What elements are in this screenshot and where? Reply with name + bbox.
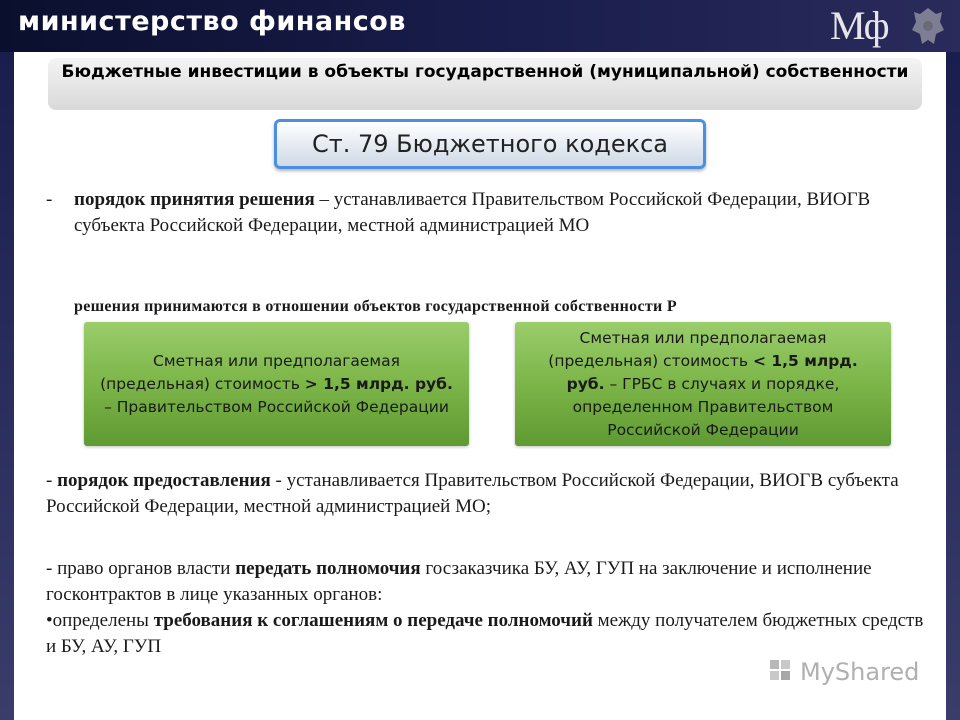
box-bold-text: > 1,5 млрд. руб. xyxy=(304,374,453,393)
item-bold-text: требования к соглашениям о передаче полномочий xyxy=(153,610,593,631)
box-text: – ГРБС в случаях и порядке, определенном Правительством Российской Федерации xyxy=(572,374,840,439)
item-text: •определены xyxy=(46,610,154,631)
ministry-title: министерство финансов xyxy=(18,6,406,37)
item-bold-text: порядок принятия решения xyxy=(74,189,315,210)
cost-below-threshold-box xyxy=(515,322,891,446)
logo-mark: Мф xyxy=(830,3,888,48)
myshared-logo-icon xyxy=(768,658,794,684)
item-text: между получателем бюджетных средств и БУ, АУ, ГУП xyxy=(46,610,924,657)
box-text: Сметная или предполагаемая (предельная) стоимость xyxy=(100,351,400,393)
cost-above-threshold-box xyxy=(84,322,469,446)
right-border xyxy=(946,52,960,720)
item-text: госзаказчика БУ, АУ, ГУП на заключение и исполнение госконтрактов в лице указанных органов: xyxy=(46,558,872,605)
left-border xyxy=(0,52,14,720)
box-bold-text: < 1,5 млрд. руб. xyxy=(566,351,858,393)
box-text: – Правительством Российской Федерации xyxy=(104,397,449,416)
item-text: - устанавливается Правительством Российской Федерации, ВИОГВ субъекта Российской Федерации, местной администрацией МО; xyxy=(46,470,899,517)
authority-transfer-items xyxy=(46,556,926,660)
watermark-text: MyShared xyxy=(800,658,920,686)
item-dash: - xyxy=(46,189,53,210)
box-text: Сметная или предполагаемая (предельная) стоимость xyxy=(548,328,827,370)
item-bold-text: передать полномочия xyxy=(235,558,421,579)
authority-transfer-item xyxy=(46,556,926,608)
decision-procedure-item xyxy=(46,187,926,239)
decision-note: решения принимаются в отношении объектов государственной собственности Р xyxy=(74,298,677,315)
coat-of-arms-icon xyxy=(908,4,948,48)
header-bar xyxy=(0,0,960,52)
agreement-requirements-item xyxy=(46,608,926,660)
slide-title: Бюджетные инвестиции в объекты государственной (муниципальной) собственности xyxy=(48,58,922,110)
budget-code-article-button[interactable]: Ст. 79 Бюджетного кодекса xyxy=(274,119,706,169)
item-text: - право органов власти xyxy=(46,558,236,579)
watermark xyxy=(768,654,928,694)
item-bold-text: порядок предоставления xyxy=(57,470,271,491)
item-text: – устанавливается Правительством Российской Федерации, ВИОГВ субъекта Российской Федерации, местной администрацией МО xyxy=(74,189,871,236)
provision-procedure-item xyxy=(46,468,926,520)
ministry-logo xyxy=(830,2,950,50)
item-dash: - xyxy=(46,470,58,491)
